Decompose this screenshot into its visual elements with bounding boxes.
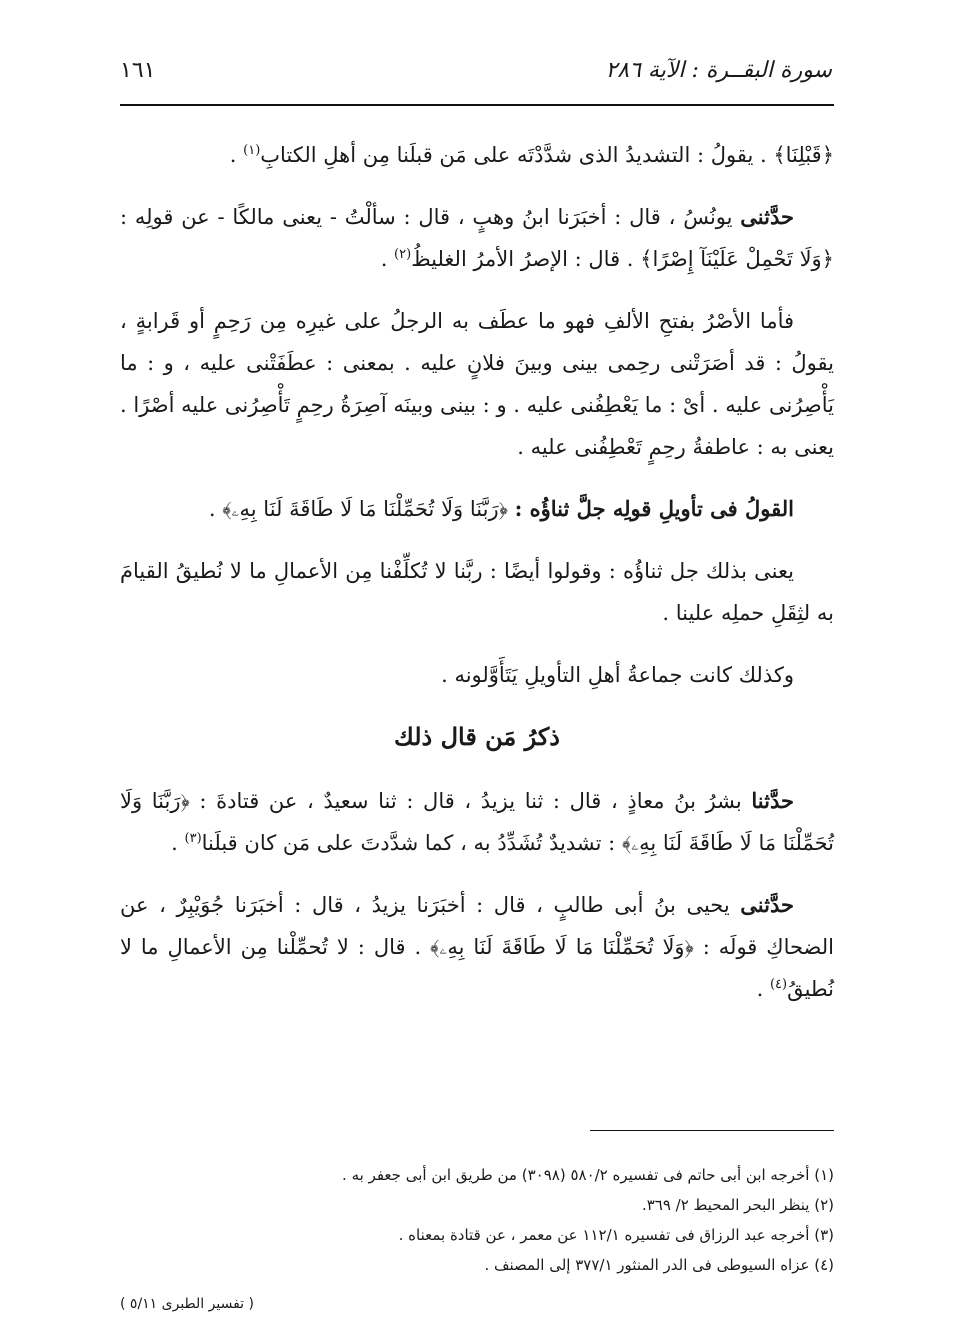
paragraph-text: يعنى بذلك جل ثناؤُه : وقولوا أيضًا : ربَّنا لا تُكلِّفْنا مِن الأعمالِ ما لا نُطيقُ القيامَ به لثِقَلِ حملِه علينا . <box>120 559 834 625</box>
footnote: (٤) عزاه السيوطى فى الدر المنثور ٣٧٧/١ إلى المصنف . <box>484 1256 834 1274</box>
paragraph-text: فأما الأصْرُ بفتحِ الألفِ فهو ما عطَف به الرجلُ على غيرِه مِن رَحِمٍ أو قَرابةٍ ، يقولُ : قد أصَرَتْنى رحِمى بينى وبينَ فلانٍ عليه . بمعنى : عطَفَتْنى عليه ، و : ما يَأْصِرُنى عليه . أىْ : ما يَعْطِفُنى عليه . و : بينى وبينَه آصِرَةُ رحِمٍ تَأْصِرُنى عليه أصْرًا . يعنى به : عاطفةُ رحِمٍ تَعْطِفُنى عليه . <box>120 309 834 459</box>
paragraph-tail: . <box>229 143 244 167</box>
paragraph <box>120 654 834 696</box>
paragraph-lead: حدَّثنى <box>740 204 794 229</box>
footnote: (١) أخرجه ابن أبى حاتم فى تفسيره ٥٨٠/٢ (٣٠٩٨) من طريق ابن أبى جعفر به . <box>342 1166 834 1184</box>
paragraph <box>120 884 834 1010</box>
main-text <box>120 134 834 1030</box>
paragraph-lead: حدَّثنى <box>740 892 794 917</box>
footnote-ref: (٣) <box>184 831 202 846</box>
paragraph <box>120 780 834 864</box>
footnotes <box>120 1160 834 1280</box>
paragraph-text: ﴿قَبْلِنَا﴾ . يقولُ : التشديدُ الذى شدَّدْتَه على مَن قبلَنا مِن أهلِ الكتابِ <box>260 143 834 167</box>
footnote: (٢) ينظر البحر المحيط ٢/ ٣٦٩. <box>641 1196 834 1214</box>
footnote: (٣) أخرجه عبد الرزاق فى تفسيره ١١٢/١ عن معمر ، عن قتادة بمعناه . <box>398 1226 834 1244</box>
paragraph-tail: . <box>171 831 185 855</box>
paragraph-lead: القولُ فى تأويلِ قولِه جلَّ ثناؤُه : <box>514 496 794 521</box>
header-rule <box>120 104 834 106</box>
paragraph <box>120 300 834 468</box>
paragraph <box>120 196 834 280</box>
paragraph-tail: . <box>380 247 395 271</box>
footnote-ref: (١) <box>243 143 261 158</box>
volume-signature: ( تفسير الطبرى ٥/١١ ) <box>120 1296 254 1312</box>
paragraph <box>120 550 834 634</box>
page-header <box>120 58 832 98</box>
paragraph-lead: حدَّثنا <box>751 788 794 813</box>
footnote-ref: (٤) <box>769 977 788 992</box>
paragraph-tail: . <box>756 977 770 1001</box>
paragraph-text: ﴿رَبَّنَا وَلَا تُحَمِّلْنَا مَا لَا طَاقَةَ لَنَا بِهِۦ﴾ . <box>208 497 515 521</box>
paragraph-text: وكذلك كانت جماعةُ أهلِ التأويلِ يَتَأَوَّلونه . <box>441 663 794 687</box>
running-title: سورة البقــرة : الآية ٢٨٦ <box>605 58 832 83</box>
page-number: ١٦١ <box>120 58 156 83</box>
paragraph <box>120 488 834 530</box>
paragraph-text: يونُسُ ، قال : أخبَرَنا ابنُ وهبٍ ، قال : سألْتُ - يعنى مالكًا - عن قولِه : ﴿وَلَا تَحْمِلْ عَلَيْنَآ إِصْرًا﴾ . قال : الإصرُ الأمرُ الغليظُ <box>120 205 834 271</box>
paragraph-text: بشرُ بنُ معاذٍ ، قال : ثنا يزيدُ ، قال : ثنا سعيدٌ ، عن قتادةَ : ﴿رَبَّنَا وَلَا تُحَمِّلْنَا مَا لَا طَاقَةَ لَنَا بِهِۦ﴾ : تشديدٌ تُشَدِّدُ به ، كما شدَّدتَ على مَن كان قبلَنا <box>120 789 834 855</box>
paragraph-text: يحيى بنُ أبى طالبٍ ، قال : أخبَرَنا يزيدُ ، قال : أخبَرَنا جُوَيْبِرٌ ، عن الضحاكِ قولَه : ﴿وَلَا تُحَمِّلْنَا مَا لَا طَاقَةَ لَنَا بِهِۦ﴾ . قال : لا تُحمِّلْنا مِن الأعمالِ ما لا نُطيقُ <box>120 893 834 1001</box>
section-heading: ذكرُ مَن قال ذلك <box>394 722 560 751</box>
footnote-ref: (٢) <box>394 247 412 262</box>
footnote-rule <box>590 1130 834 1131</box>
paragraph <box>120 134 834 176</box>
